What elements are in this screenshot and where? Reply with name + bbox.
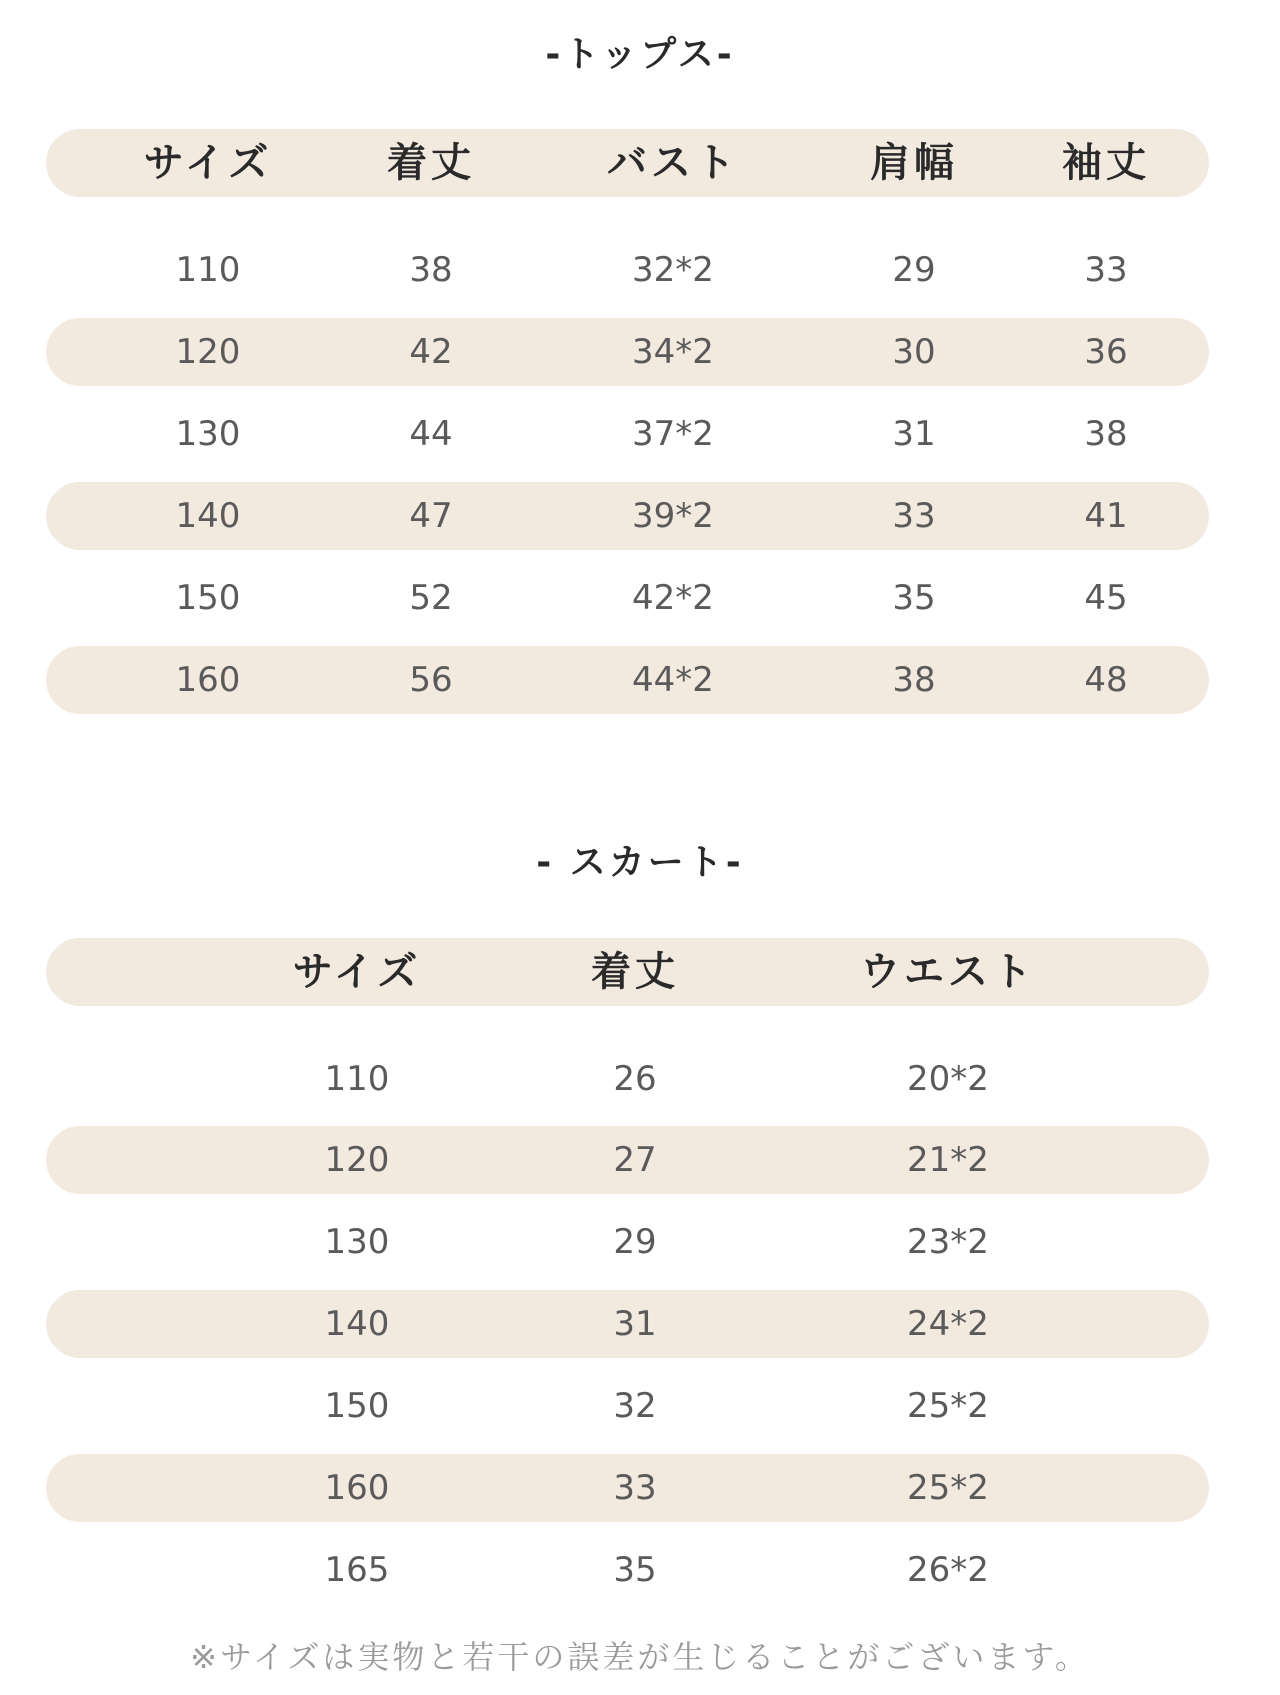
tops-cell-sleeve: 48 xyxy=(1084,660,1128,700)
tops-header-size: サイズ xyxy=(143,140,273,186)
skirt-cell-waist: 25*2 xyxy=(907,1468,989,1508)
skirt-cell-waist: 24*2 xyxy=(907,1304,989,1344)
table-row xyxy=(46,1126,1209,1194)
tops-cell-shoulder: 38 xyxy=(892,660,936,700)
tops-cell-bust: 39*2 xyxy=(632,496,714,536)
table-row xyxy=(46,1454,1209,1522)
table-row xyxy=(46,646,1209,714)
tops-cell-sleeve: 33 xyxy=(1084,250,1128,290)
table-row xyxy=(46,1290,1209,1358)
skirt-header-length: 着丈 xyxy=(591,949,679,995)
tops-cell-bust: 32*2 xyxy=(632,250,714,290)
skirt-cell-length: 32 xyxy=(613,1386,657,1426)
skirt-cell-size: 120 xyxy=(324,1140,390,1180)
skirt-section-title: - スカート- xyxy=(536,842,744,883)
tops-cell-length: 38 xyxy=(409,250,453,290)
table-row xyxy=(46,400,1209,468)
tops-cell-length: 56 xyxy=(409,660,453,700)
tops-cell-size: 150 xyxy=(175,578,241,618)
tops-cell-size: 160 xyxy=(175,660,241,700)
tops-cell-bust: 34*2 xyxy=(632,332,714,372)
tops-cell-sleeve: 38 xyxy=(1084,414,1128,454)
skirt-cell-waist: 25*2 xyxy=(907,1386,989,1426)
skirt-cell-size: 150 xyxy=(324,1386,390,1426)
skirt-cell-length: 29 xyxy=(613,1222,657,1262)
table-row xyxy=(46,1372,1209,1440)
skirt-cell-size: 140 xyxy=(324,1304,390,1344)
tops-cell-length: 44 xyxy=(409,414,453,454)
tops-cell-length: 52 xyxy=(409,578,453,618)
skirt-header-waist: ウエスト xyxy=(860,949,1036,995)
skirt-cell-length: 31 xyxy=(613,1304,657,1344)
skirt-cell-size: 130 xyxy=(324,1222,390,1262)
skirt-cell-size: 165 xyxy=(324,1550,390,1590)
tops-cell-bust: 42*2 xyxy=(632,578,714,618)
tops-cell-size: 130 xyxy=(175,414,241,454)
skirt-header-size: サイズ xyxy=(292,949,422,995)
size-disclaimer-note: ※サイズは実物と若干の誤差が生じることがございます。 xyxy=(190,1638,1090,1676)
skirt-cell-waist: 21*2 xyxy=(907,1140,989,1180)
tops-cell-size: 140 xyxy=(175,496,241,536)
tops-cell-shoulder: 33 xyxy=(892,496,936,536)
table-row xyxy=(46,1536,1209,1604)
tops-header-shoulder: 肩幅 xyxy=(870,140,958,186)
tops-header-row xyxy=(46,129,1209,197)
skirt-header-row xyxy=(46,938,1209,1006)
skirt-cell-length: 35 xyxy=(613,1550,657,1590)
tops-cell-length: 42 xyxy=(409,332,453,372)
skirt-cell-length: 33 xyxy=(613,1468,657,1508)
skirt-cell-waist: 20*2 xyxy=(907,1059,989,1099)
table-row xyxy=(46,564,1209,632)
tops-header-sleeve: 袖丈 xyxy=(1062,140,1150,186)
skirt-cell-waist: 26*2 xyxy=(907,1550,989,1590)
tops-header-length: 着丈 xyxy=(387,140,475,186)
tops-cell-size: 120 xyxy=(175,332,241,372)
table-row xyxy=(46,236,1209,304)
skirt-cell-size: 110 xyxy=(324,1059,390,1099)
tops-cell-sleeve: 45 xyxy=(1084,578,1128,618)
tops-cell-shoulder: 30 xyxy=(892,332,936,372)
skirt-cell-length: 26 xyxy=(613,1059,657,1099)
tops-section-title: -トップス- xyxy=(545,34,735,75)
tops-cell-sleeve: 41 xyxy=(1084,496,1128,536)
tops-cell-bust: 37*2 xyxy=(632,414,714,454)
tops-cell-bust: 44*2 xyxy=(632,660,714,700)
tops-cell-shoulder: 31 xyxy=(892,414,936,454)
table-row xyxy=(46,482,1209,550)
skirt-cell-waist: 23*2 xyxy=(907,1222,989,1262)
tops-cell-size: 110 xyxy=(175,250,241,290)
tops-cell-shoulder: 29 xyxy=(892,250,936,290)
tops-header-bust: バスト xyxy=(607,140,739,186)
skirt-cell-length: 27 xyxy=(613,1140,657,1180)
table-row xyxy=(46,318,1209,386)
skirt-cell-size: 160 xyxy=(324,1468,390,1508)
tops-cell-sleeve: 36 xyxy=(1084,332,1128,372)
table-row xyxy=(46,1208,1209,1276)
tops-cell-length: 47 xyxy=(409,496,453,536)
tops-cell-shoulder: 35 xyxy=(892,578,936,618)
table-row xyxy=(46,1045,1209,1113)
